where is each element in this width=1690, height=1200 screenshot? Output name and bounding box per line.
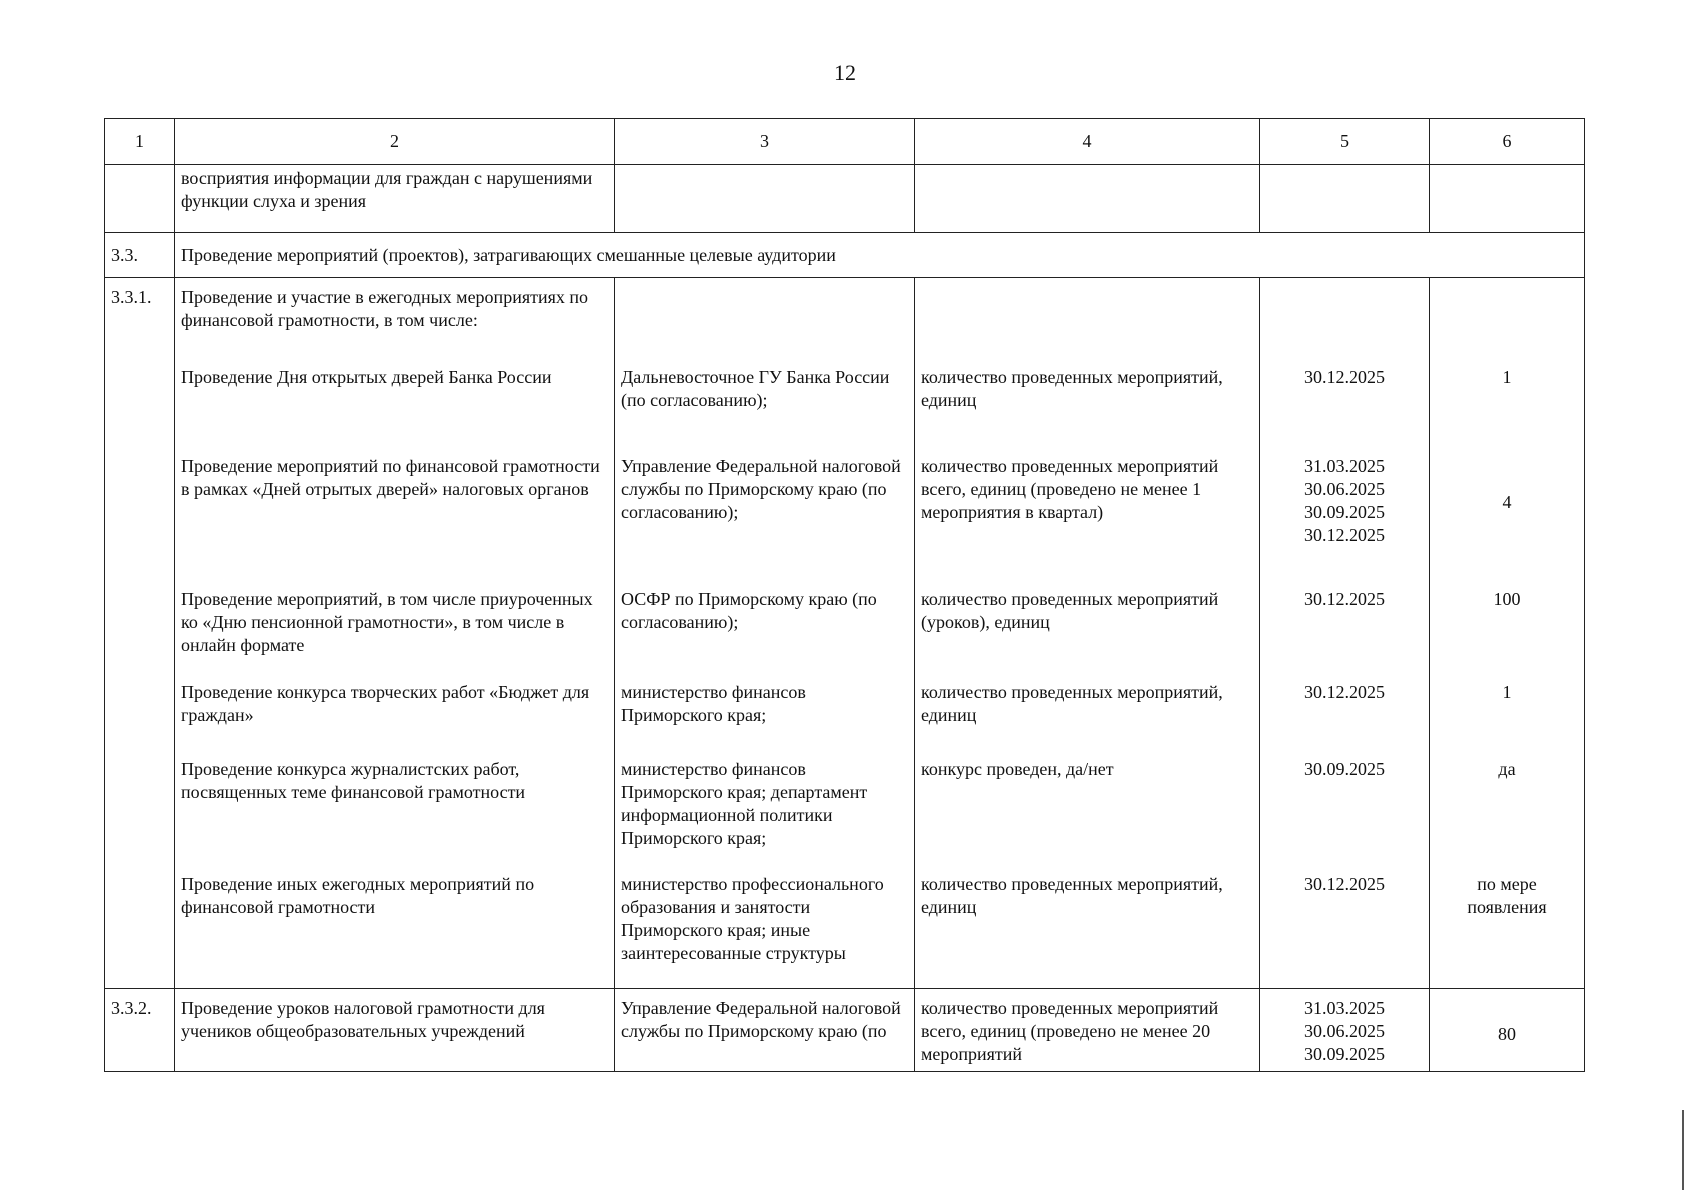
item-name-3-3-2: Проведение уроков налоговой грамотности для учеников общеобразовательных учреждений	[175, 989, 615, 1072]
header-col-3: 3	[615, 119, 915, 165]
subitem-responsible-1: Дальневосточное ГУ Банка России (по согласованию);	[621, 367, 890, 410]
subitem-date-2b: 30.06.2025	[1304, 479, 1385, 499]
subitem-date-1: 30.12.2025	[1304, 367, 1385, 387]
subitem-value-6: по мере появления	[1467, 874, 1547, 917]
item-dates-3-3-2	[1260, 989, 1430, 1072]
section-number: 3.3.	[105, 233, 175, 278]
indicator-col	[915, 278, 1260, 989]
page-number: 12	[834, 60, 856, 85]
table-row-section-3-3	[105, 233, 1585, 278]
subitem-name-2: Проведение мероприятий по финансовой грамотности в рамках «Дней отрытых дверей» налоговых органов	[181, 456, 600, 499]
subitem-indicator-3: количество проведенных мероприятий (уроков), единиц	[921, 589, 1219, 632]
item-date-3-3-2b: 30.06.2025	[1304, 1021, 1385, 1041]
header-col-1: 1	[105, 119, 175, 165]
item-date-3-3-2c: 30.09.2025	[1304, 1044, 1385, 1064]
subitem-name-3: Проведение мероприятий, в том числе приуроченных ко «Дню пенсионной грамотности», в том числе в онлайн формате	[181, 589, 593, 655]
item-date-3-3-2a: 31.03.2025	[1304, 998, 1385, 1018]
subitem-date-2c: 30.09.2025	[1304, 502, 1385, 522]
subitem-responsible-5: министерство финансов Приморского края; департамент информационной политики Приморского края;	[621, 759, 868, 848]
subitem-indicator-6: количество проведенных мероприятий, единиц	[921, 874, 1223, 917]
item-indicator-3-3-2: количество проведенных мероприятий всего, единиц (проведено не менее 20 мероприятий	[915, 989, 1260, 1072]
plan-table	[104, 118, 1585, 1072]
subitem-responsible-2: Управление Федеральной налоговой службы по Приморскому краю (по согласованию);	[621, 456, 901, 522]
subitem-name-4: Проведение конкурса творческих работ «Бюджет для граждан»	[181, 682, 590, 725]
subitem-responsible-6: министерство профессионального образования и занятости Приморского края; иные заинтересованные структуры	[621, 874, 884, 963]
subitem-date-5: 30.09.2025	[1304, 759, 1385, 779]
table-row-3-3-1	[105, 278, 1585, 989]
subitem-name-1: Проведение Дня открытых дверей Банка России	[181, 367, 552, 387]
dates-col	[1260, 278, 1430, 989]
item-number-3-3-2: 3.3.2.	[105, 989, 175, 1072]
responsible-col	[615, 278, 915, 989]
subitem-date-3: 30.12.2025	[1304, 589, 1385, 609]
subitem-value-2: 4	[1502, 492, 1512, 512]
subitem-indicator-2: количество проведенных мероприятий всего, единиц (проведено не менее 1 мероприятия в квартал)	[921, 456, 1219, 522]
subitem-dates-2	[1266, 455, 1423, 588]
header-col-6: 6	[1430, 119, 1585, 165]
item-description-col	[175, 278, 615, 989]
subitem-name-6: Проведение иных ежегодных мероприятий по финансовой грамотности	[181, 874, 535, 917]
item-intro: Проведение и участие в ежегодных мероприятиях по финансовой грамотности, в том числе:	[181, 287, 589, 330]
subitem-indicator-1: количество проведенных мероприятий, единиц	[921, 367, 1223, 410]
item-responsible-3-3-2: Управление Федеральной налоговой службы по Приморскому краю (по	[615, 989, 915, 1072]
subitem-name-5: Проведение конкурса журналистских работ, посвященных теме финансовой грамотности	[181, 759, 526, 802]
table-header-row	[105, 119, 1585, 165]
subitem-date-2a: 31.03.2025	[1304, 456, 1385, 476]
table-row-3-3-2	[105, 989, 1585, 1072]
subitem-value-5: да	[1498, 759, 1516, 779]
header-col-4: 4	[915, 119, 1260, 165]
subitem-date-4: 30.12.2025	[1304, 682, 1385, 702]
values-col	[1430, 278, 1585, 989]
subitem-responsible-3: ОСФР по Приморскому краю (по согласованию);	[621, 589, 877, 632]
continuation-text: восприятия информации для граждан с нарушениями функции слуха и зрения	[175, 165, 615, 233]
item-value-3-3-2: 80	[1430, 989, 1585, 1072]
subitem-date-2d: 30.12.2025	[1304, 525, 1385, 545]
section-title: Проведение мероприятий (проектов), затрагивающих смешанные целевые аудитории	[175, 233, 1585, 278]
subitem-date-6: 30.12.2025	[1304, 874, 1385, 894]
subitem-indicator-5: конкурс проведен, да/нет	[921, 759, 1114, 779]
subitem-responsible-4: министерство финансов Приморского края;	[621, 682, 806, 725]
header-col-5: 5	[1260, 119, 1430, 165]
subitem-indicator-4: количество проведенных мероприятий, единиц	[921, 682, 1223, 725]
subitem-value-1: 1	[1502, 367, 1512, 387]
scan-edge-line	[1682, 1110, 1684, 1190]
subitem-value-4: 1	[1502, 682, 1512, 702]
subitem-value-3: 100	[1493, 589, 1521, 609]
header-col-2: 2	[175, 119, 615, 165]
item-number: 3.3.1.	[105, 278, 175, 989]
table-row-continuation	[105, 165, 1585, 233]
